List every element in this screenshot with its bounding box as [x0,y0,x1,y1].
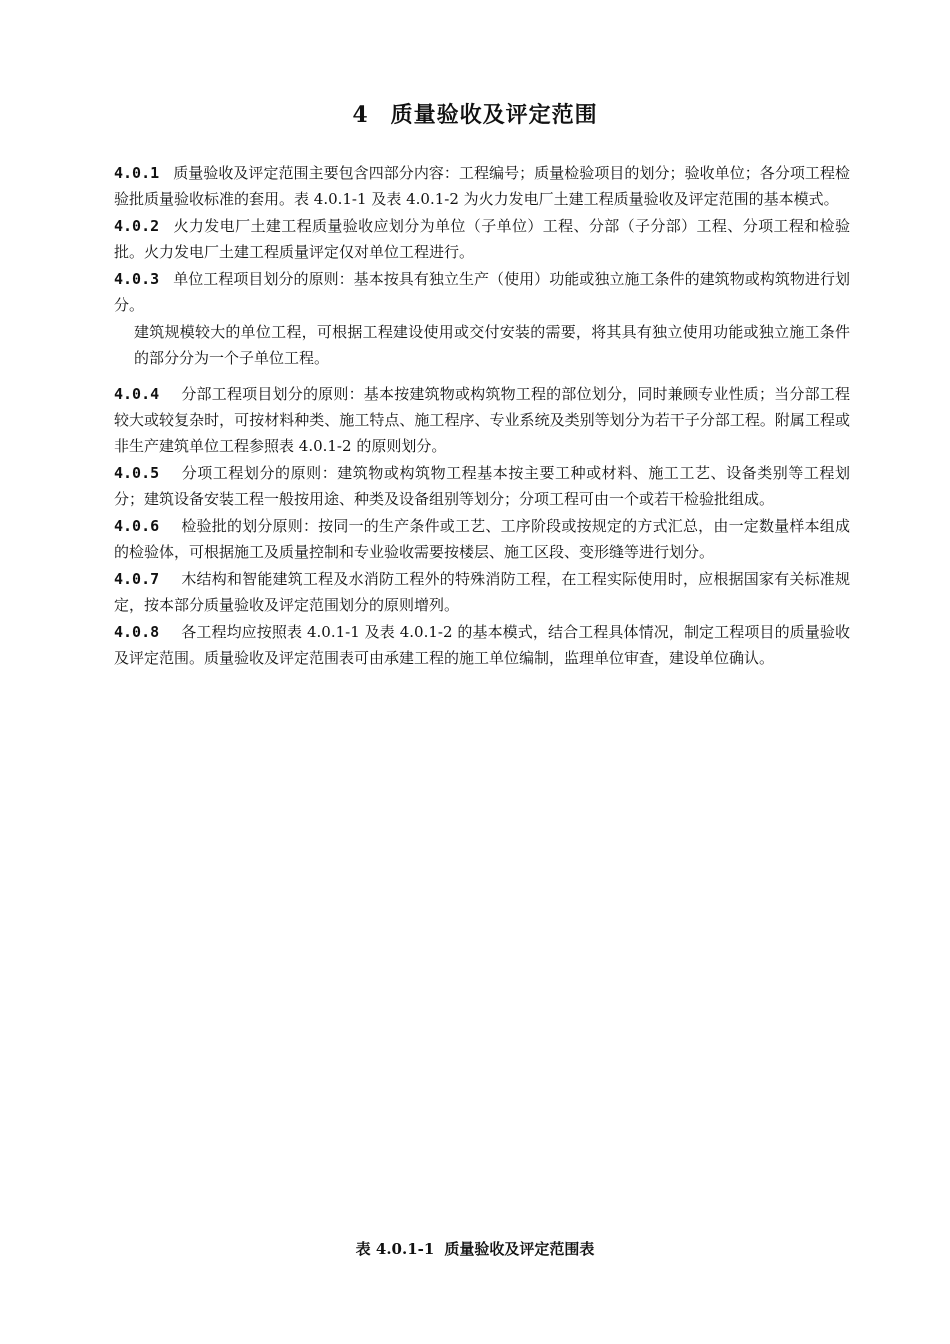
clause-4-0-2 [114,213,850,265]
clause-text: 分部工程项目划分的原则：基本按建筑物或构筑物工程的部位划分，同时兼顾专业性质；当分部工程较大或较复杂时，可按材料种类、施工特点、施工程序、专业系统及类别等划分为若干子分部工程。附属工程或非生产建筑单位工程参照表 4.0.1-2 的原则划分。 [114,385,850,455]
clause-number: 4.0.1 [114,164,160,182]
clause-4-0-3 [114,266,850,318]
clause-4-0-1 [114,160,850,212]
clause-number: 4.0.5 [114,464,160,482]
clause-number: 4.0.6 [114,517,160,535]
clause-number: 4.0.4 [114,385,160,403]
clause-text: 分项工程划分的原则：建筑物或构筑物工程基本按主要工种或材料、施工工艺、设备类别等工程划分；建筑设备安装工程一般按用途、种类及设备组别等划分；分项工程可由一个或若干检验批组成。 [114,464,850,508]
page-title [0,98,950,129]
chapter-number: 4 [352,102,369,128]
clause-number: 4.0.3 [114,270,160,288]
clause-text: 单位工程项目划分的原则：基本按具有独立生产（使用）功能或独立施工条件的建筑物或构筑物进行划分。 [114,270,850,314]
clause-4-0-6 [114,513,850,565]
clause-text: 火力发电厂土建工程质量验收应划分为单位（子单位）工程、分部（子分部）工程、分项工程和检验批。火力发电厂土建工程质量评定仅对单位工程进行。 [114,217,850,261]
table-number: 表 4.0.1-1 [355,1240,435,1258]
clause-number: 4.0.8 [114,623,160,641]
clause-list [114,160,850,672]
clause-text: 各工程均应按照表 4.0.1-1 及表 4.0.1-2 的基本模式，结合工程具体情况，制定工程项目的质量验收及评定范围。质量验收及评定范围表可由承建工程的施工单位编制，监理单位审查，建设单位确认。 [114,623,850,667]
clause-4-0-3-note: 建筑规模较大的单位工程，可根据工程建设使用或交付安装的需要，将其具有独立使用功能或独立施工条件的部分分为一个子单位工程。 [134,323,850,367]
clause-4-0-7 [114,566,850,618]
clause-number: 4.0.2 [114,217,160,235]
clause-number: 4.0.7 [114,570,160,588]
clause-text: 木结构和智能建筑工程及水消防工程外的特殊消防工程，在工程实际使用时，应根据国家有关标准规定，按本部分质量验收及评定范围划分的原则增列。 [114,570,850,614]
clause-4-0-5 [114,460,850,512]
table-caption [0,1238,950,1259]
clause-4-0-8 [114,619,850,671]
chapter-title-text: 质量验收及评定范围 [390,102,598,128]
table-title: 质量验收及评定范围表 [444,1240,595,1258]
clause-4-0-4 [114,381,850,459]
clause-text: 质量验收及评定范围主要包含四部分内容：工程编号；质量检验项目的划分；验收单位；各分项工程检验批质量验收标准的套用。表 4.0.1-1 及表 4.0.1-2 为火力发电厂土建工程质量验收及评定范围的基本模式。 [114,164,850,208]
clause-text: 检验批的划分原则：按同一的生产条件或工艺、工序阶段或按规定的方式汇总，由一定数量样本组成的检验体，可根据施工及质量控制和专业验收需要按楼层、施工区段、变形缝等进行划分。 [114,517,850,561]
